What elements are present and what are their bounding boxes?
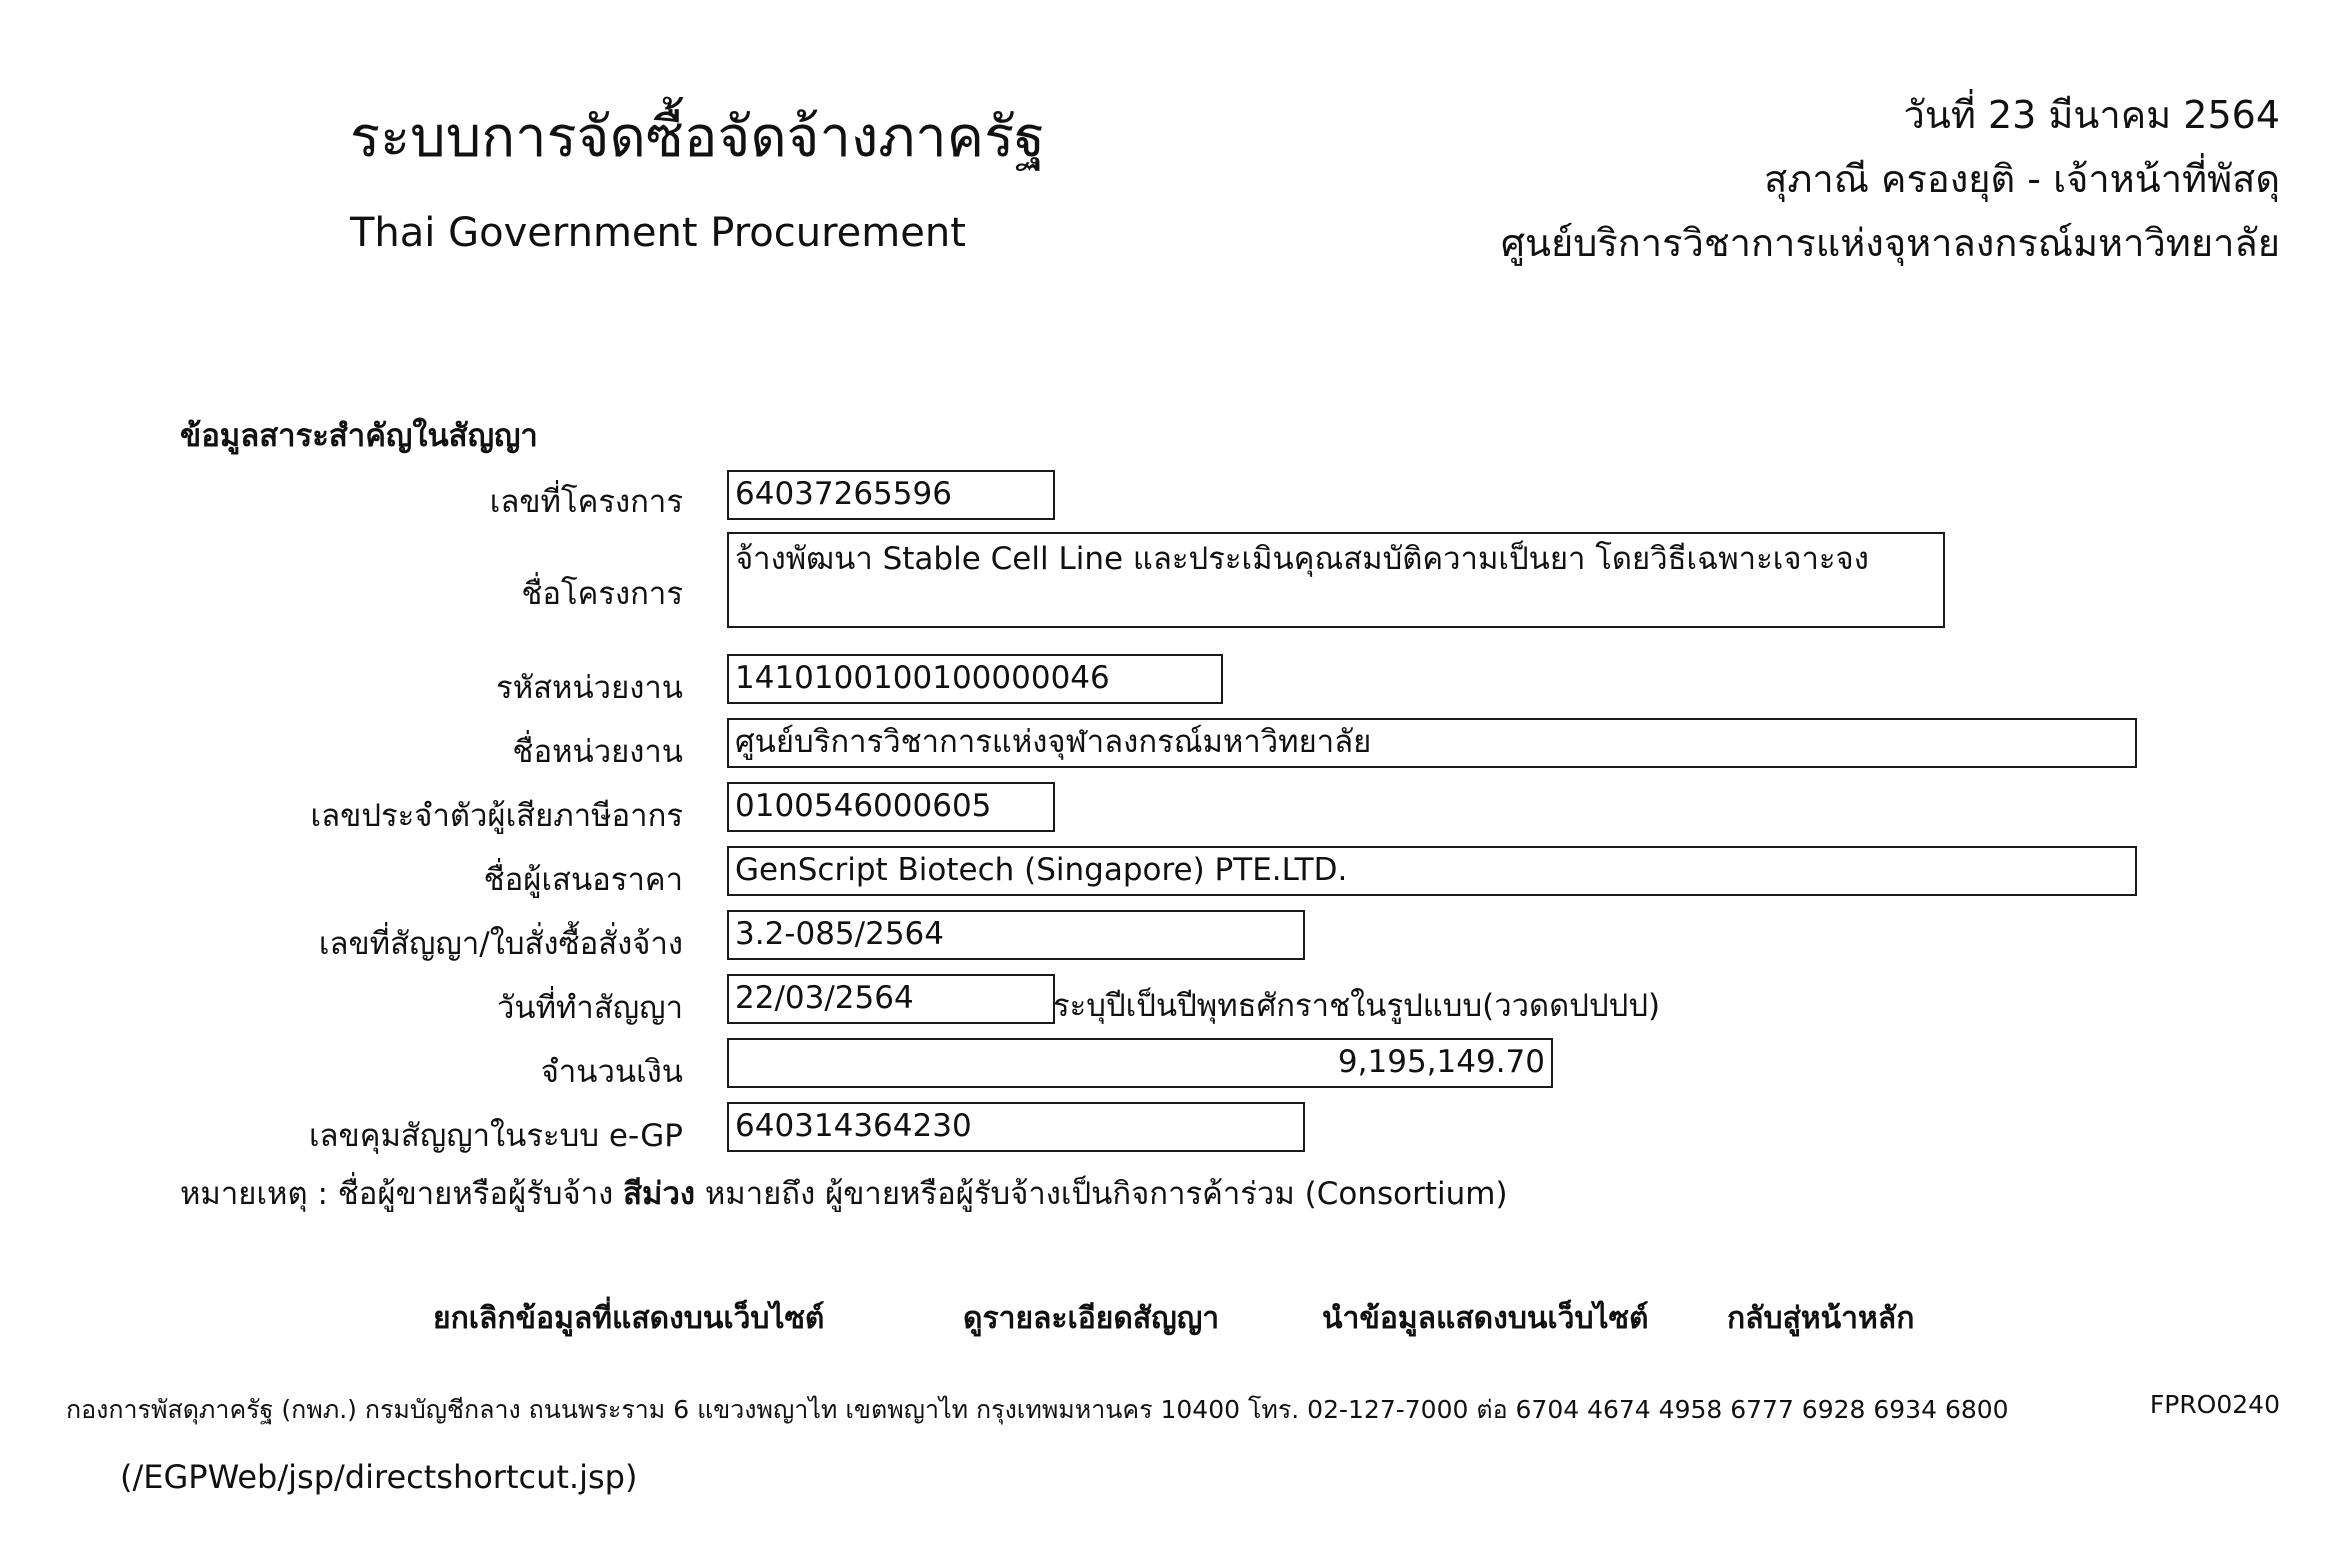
tax-id-label: เลขประจำตัวผู้เสียภาษีอากร [310,798,683,834]
agency-code-label: รหัสหน่วยงาน [496,670,683,706]
agency-code-field[interactable]: 1410100100100000046 [727,654,1223,704]
tax-id-field[interactable]: 0100546000605 [727,782,1055,832]
section-title: ข้อมูลสาระสำคัญในสัญญา [180,418,538,454]
contract-date-field[interactable]: 22/03/2564 [727,974,1055,1024]
bidder-name-label: ชื่อผู้เสนอราคา [483,862,683,898]
contract-no-label: เลขที่สัญญา/ใบสั่งซื้อสั่งจ้าง [318,926,683,962]
project-name-label: ชื่อโครงการ [521,576,683,612]
bidder-name-field[interactable]: GenScript Biotech (Singapore) PTE.LTD. [727,846,2137,896]
page-url: (/EGPWeb/jsp/directshortcut.jsp) [120,1458,638,1496]
header-officer: สุภาณี ครองยุติ - เจ้าหน้าที่พัสดุ [1764,157,2280,201]
system-title-en: Thai Government Procurement [350,210,966,256]
consortium-note [180,1168,1508,1218]
egp-control-no-field[interactable]: 640314364230 [727,1102,1305,1152]
contract-date-hint: ระบุปีเป็นปีพุทธศักราชในรูปแบบ(ววดดปปปป) [1053,988,1661,1024]
header-department: ศูนย์บริการวิชาการแห่งจุหาลงกรณ์มหาวิทยาลัย [1500,221,2280,265]
note-highlight: สีม่วง [623,1176,696,1212]
contract-date-label: วันที่ทำสัญญา [496,990,683,1026]
egp-control-no-label: เลขคุมสัญญาในระบบ e-GP [308,1118,683,1154]
agency-name-label: ชื่อหน่วยงาน [512,734,683,770]
note-prefix: หมายเหตุ : ชื่อผู้ขายหรือผู้รับจ้าง [180,1176,624,1212]
project-name-field[interactable]: จ้างพัฒนา Stable Cell Line และประเมินคุณสมบัติความเป็นยา โดยวิธีเฉพาะเจาะจง [727,532,1945,628]
back-to-home-link[interactable]: กลับสู่หน้าหลัก [1727,1301,1915,1336]
contract-no-field[interactable]: 3.2-085/2564 [727,910,1305,960]
system-title-th: ระบบการจัดซื้อจัดจ้างภาครัฐ [350,105,1046,170]
publish-to-website-link[interactable]: นำข้อมูลแสดงบนเว็บไซต์ [1322,1301,1649,1336]
amount-field[interactable]: 9,195,149.70 [727,1038,1553,1088]
project-no-label: เลขที่โครงการ [489,484,683,520]
cancel-display-link[interactable]: ยกเลิกข้อมูลที่แสดงบนเว็บไซต์ [433,1301,825,1336]
amount-label: จำนวนเงิน [540,1054,683,1090]
header-date: วันที่ 23 มีนาคม 2564 [1903,93,2280,137]
view-contract-detail-link[interactable]: ดูรายละเอียดสัญญา [963,1301,1220,1336]
footer-address: กองการพัสดุภาครัฐ (กพภ.) กรมบัญชีกลาง ถนนพระราม 6 แขวงพญาไท เขตพญาไท กรุงเทพมหานคร 10400 โทร. 02-127-7000 ต่อ 6704 4674 4958 6777 6928 6934 6800 [66,1395,2009,1424]
footer-form-code: FPRO0240 [2149,1390,2280,1419]
project-no-field[interactable]: 64037265596 [727,470,1055,520]
agency-name-field[interactable]: ศูนย์บริการวิชาการแห่งจุฬาลงกรณ์มหาวิทยาลัย [727,718,2137,768]
note-suffix: หมายถึง ผู้ขายหรือผู้รับจ้างเป็นกิจการค้าร่วม (Consortium) [695,1176,1508,1212]
